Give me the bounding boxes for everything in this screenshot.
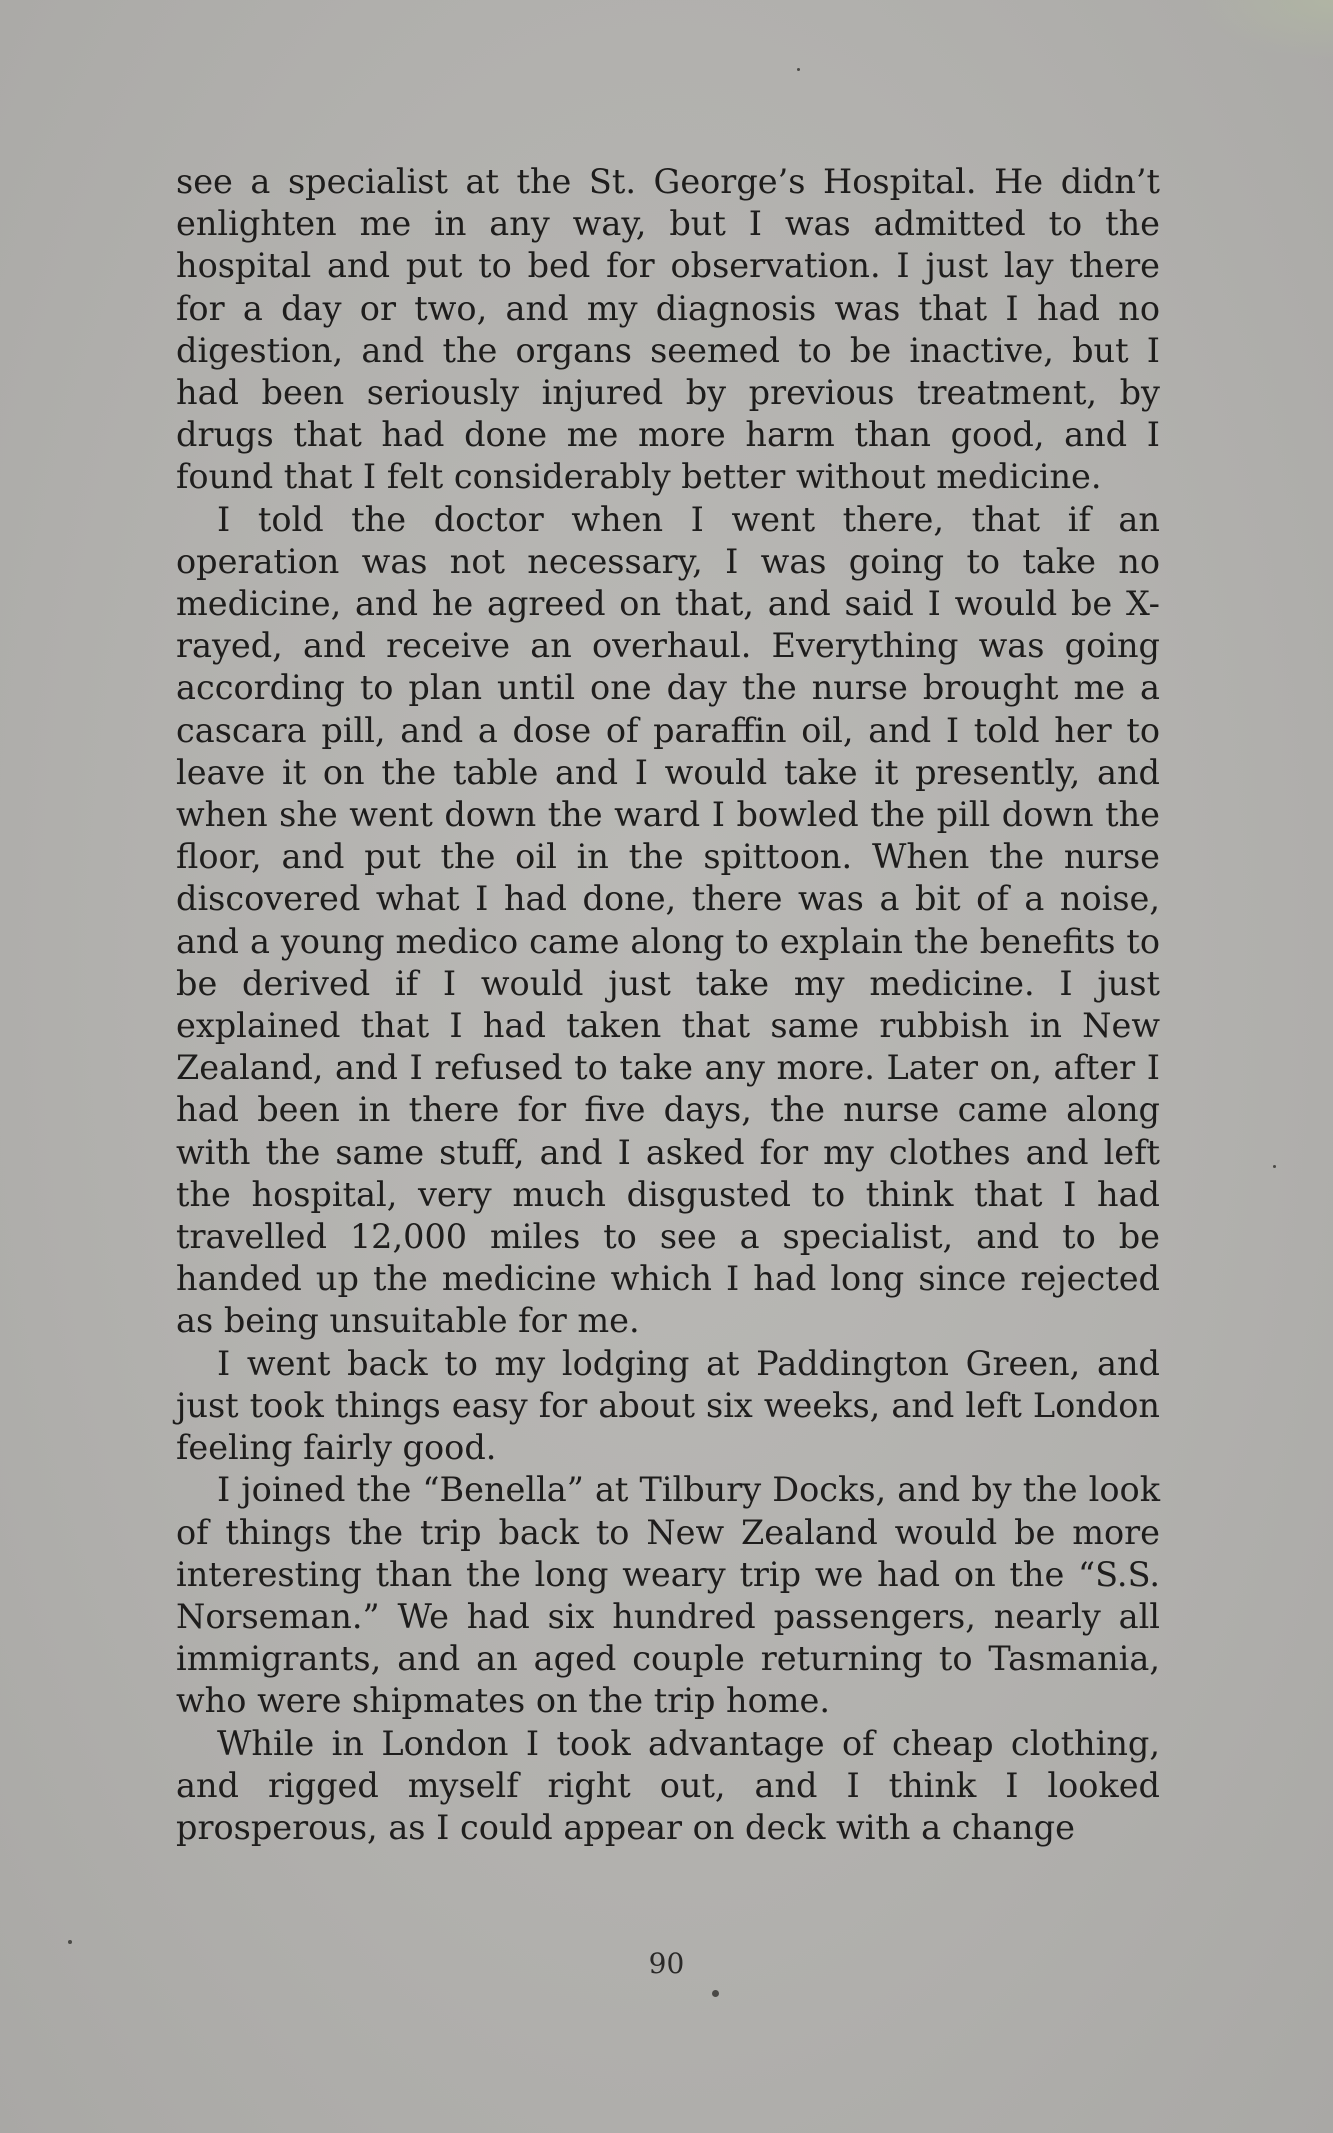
paragraph-3: I went back to my lodging at Paddington Green, and just took things easy for about six weeks, and left London feeling fairly good. [176, 1343, 1160, 1468]
paragraph-1: see a specialist at the St. George’s Hospital. He didn’t enlighten me in any way, but I was admitted to the hospital and put to bed for observation. I just lay there for a day or two, and my diagnosis was that I had no digestion, and the organs seemed to be inactive, but I had been seriously injured by previous treatment, by drugs that had done me more harm than good, and I found that I felt considerably better without medicine. [176, 162, 1160, 497]
body-text [176, 161, 1160, 1849]
paper-speck [68, 1940, 72, 1944]
paper-speck [1273, 1165, 1276, 1168]
corner-stain [1193, 0, 1333, 60]
paragraph-4: I joined the “Benella” at Tilbury Docks, and by the look of things the trip back to New Zealand would be more interesting than the long weary trip we had on the “S.S. Norseman.” We had six hundred passengers, nearly all immigrants, and an aged couple returning to Tasmania, who were shipmates on the trip home. [176, 1470, 1160, 1721]
page-number: 90 [648, 1947, 685, 1980]
paper-speck [797, 68, 800, 71]
paragraph-2: I told the doctor when I went there, that if an operation was not necessary, I was going to take no medicine, and he agreed on that, and said I would be X-rayed, and receive an overhaul. Everything was going according to plan until one day the nurse brought me a cascara pill, and a dose of paraffin oil, and I told her to leave it on the table and I would take it presently, and when she went down the ward I bowled the pill down the floor, and put the oil in the spittoon. When the nurse discovered what I had done, there was a bit of a noise, and a young medico came along to explain the benefits to be derived if I would just take my medicine. I just explained that I had taken that same rubbish in New Zealand, and I refused to take any more. Later on, after I had been in there for five days, the nurse came along with the same stuff, and I asked for my clothes and left the hospital, very much disgusted to think that I had travelled 12,000 miles to see a specialist, and to be handed up the medicine which I had long since rejected as being unsuitable for me. [176, 499, 1160, 1341]
paragraph-5: While in London I took advantage of cheap clothing, and rigged myself right out, and I think I looked prosperous, as I could appear on deck with a change [176, 1723, 1160, 1847]
paper-speck [712, 1990, 719, 1997]
